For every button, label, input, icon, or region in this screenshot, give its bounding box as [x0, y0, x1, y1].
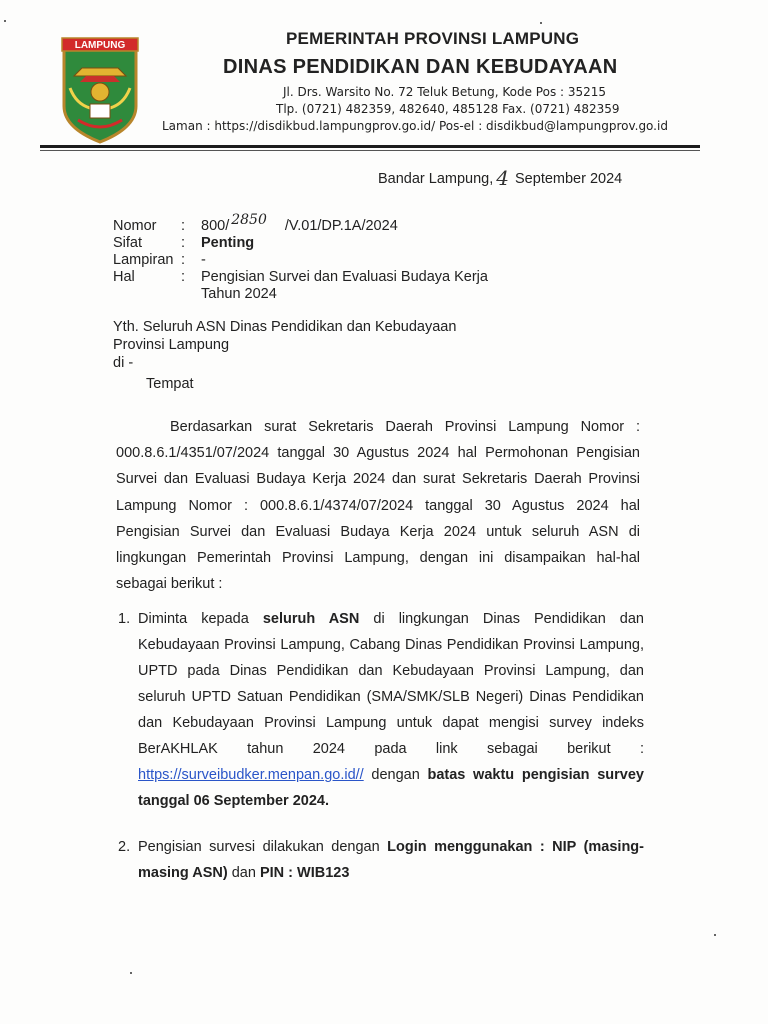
scan-speck [130, 972, 132, 974]
letterhead-divider-thin [40, 150, 700, 151]
lampung-coat-of-arms-logo [60, 36, 140, 144]
addressee-line: Yth. Seluruh ASN Dinas Pendidikan dan Kebudayaan [113, 319, 457, 335]
survey-link[interactable]: https://surveibudker.menpan.go.id// [138, 767, 364, 783]
meta-hal: Hal : Pengisian Survei dan Evaluasi Budaya Kerja Tahun 2024 [113, 269, 488, 302]
addressee-block [113, 318, 456, 393]
addressee-line: di - [113, 355, 134, 371]
nomor-handwritten: 2850 [231, 212, 267, 228]
list-item: 1. Diminta kepada seluruh ASN di lingkungan Dinas Pendidikan dan Kebudayaan Provinsi Lampung, Cabang Dinas Pendidikan Provinsi Lampung, UPTD pada Dinas Pendidikan dan Kebudayaan Provinsi Lampung, dan seluruh UPTD Satuan Pendidikan (SMA/SMK/SLB Negeri) Dinas Pendidikan dan Kebudayaan Provinsi Lampung untuk dapat mengisi survey indeks BerAKHLAK tahun 2024 pada link sebagai berikut : https://surveibudker.menpan.go.id// dengan batas waktu pengisian survey tanggal 06 September 2024. [118, 611, 645, 809]
letter-meta [113, 212, 488, 303]
date-month-year: September 2024 [515, 171, 623, 187]
logo-text: LAMPUNG [74, 40, 126, 51]
list-item: 2. Pengisian survesi dilakukan dengan Login menggunakan : NIP (masing-masing ASN) dan PIN : WIB123 [118, 839, 644, 881]
meta-sifat: Sifat : Penting [113, 235, 255, 251]
scan-speck [714, 934, 716, 936]
addressee-line: Tempat [146, 376, 194, 392]
letter-date [378, 164, 622, 188]
date-day-handwritten: 4 [496, 166, 510, 190]
body-paragraph: Berdasarkan surat Sekretaris Daerah Provinsi Lampung Nomor : 000.8.6.1/4351/07/2024 tanggal 30 Agustus 2024 hal Permohonan Pengisian Survei dan Evaluasi Budaya Kerja 2024 dan surat Sekretaris Daerah Provinsi Lampung Nomor : 000.8.6.1/4374/07/2024 tanggal 30 Agustus 2024 hal Pengisian Survei dan Evaluasi Budaya Kerja 2024 untuk seluruh ASN di lingkungan Pemerintah Provinsi Lampung, dengan ini disampaikan hal-hal sebagai berikut : [116, 419, 640, 593]
letterhead-divider-thick [40, 145, 700, 148]
agency-phone: Tlp. (0721) 482359, 482640, 485128 Fax. (0721) 482359 [276, 102, 620, 116]
agency-heading: DINAS PENDIDIKAN DAN KEBUDAYAAN [223, 56, 618, 78]
instruction-list [118, 606, 644, 886]
government-heading: PEMERINTAH PROVINSI LAMPUNG [286, 29, 580, 48]
meta-nomor: Nomor : 800/ 2850 /V.01/DP.1A/2024 [113, 212, 398, 234]
scan-speck [540, 22, 542, 24]
scan-speck [4, 20, 6, 22]
agency-address: Jl. Drs. Warsito No. 72 Teluk Betung, Kode Pos : 35215 [283, 85, 607, 99]
meta-lampiran: Lampiran : - [113, 252, 206, 268]
agency-web: Laman : https://disdikbud.lampungprov.go.id/ Pos-el : disdikbud@lampungprov.go.id [162, 119, 668, 133]
addressee-line: Provinsi Lampung [113, 337, 230, 353]
date-place: Bandar Lampung, [378, 171, 494, 187]
